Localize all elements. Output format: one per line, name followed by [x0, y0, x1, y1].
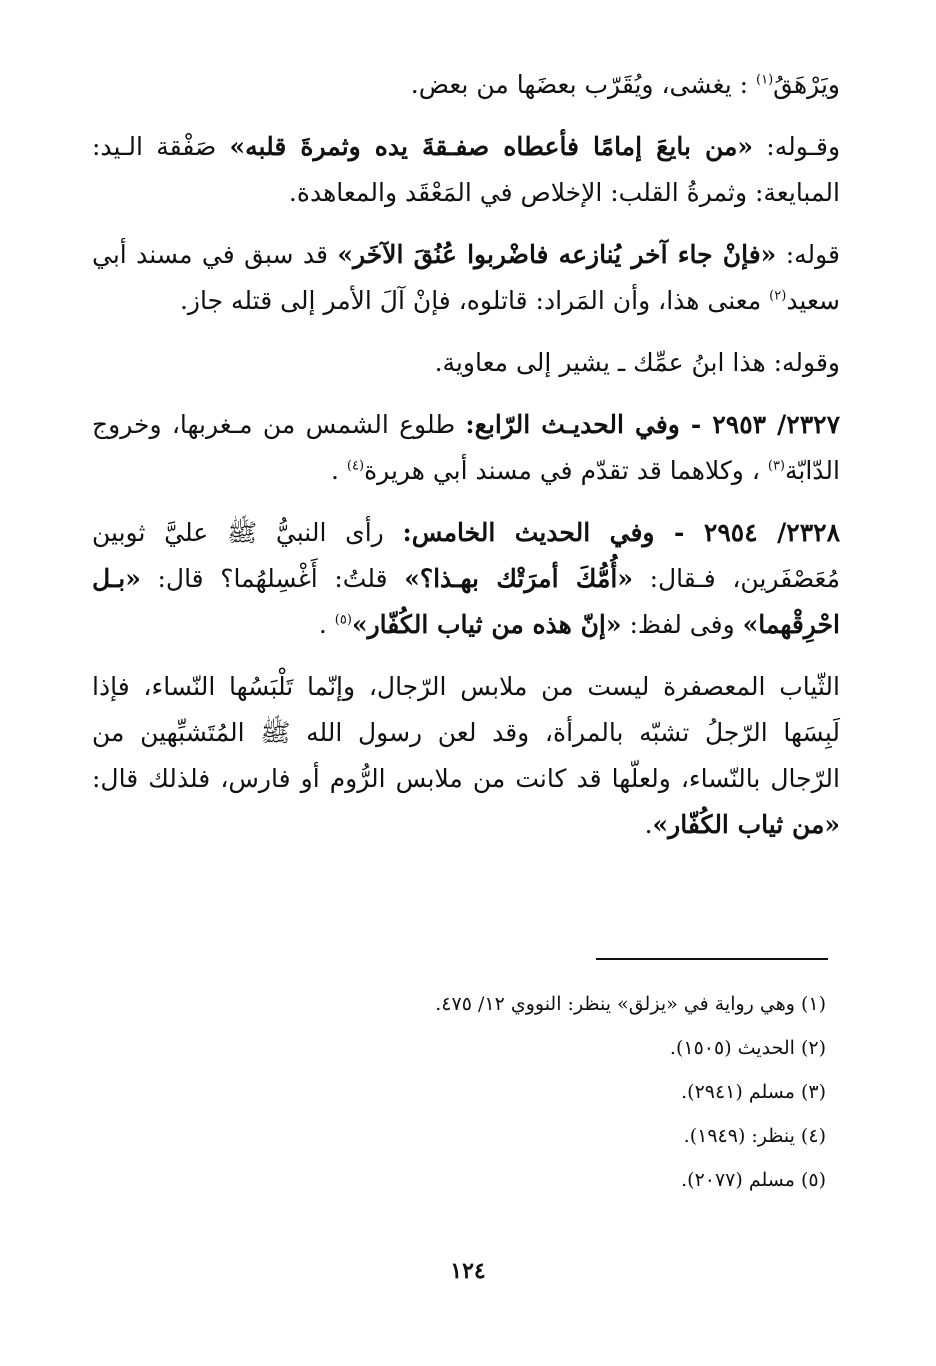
hadith-quote: «بـل احْرِقْهما»: [92, 564, 840, 639]
hadith-heading: ٢٣٢٨/ ٢٩٥٤ - وفي الحديث الخامس:: [402, 518, 840, 547]
text-run: رأى النبيُّ ﷺ عليَّ ثوبين مُعَصْفَرين، فـقال:: [92, 518, 840, 593]
footnote-1: (١) وهي رواية في «يزلق» ينظر: النووي ١٢/ ٤٧٥.: [435, 993, 826, 1015]
text-run: معنى هذا، وأن المَراد: قاتلوه، فإنْ آلَ الأمر إلى قتله جاز.: [179, 286, 770, 315]
hadith-heading: ٢٣٢٧/ ٢٩٥٣ - وفي الحديـث الرّابع:: [465, 410, 840, 439]
paragraph-2: [92, 124, 840, 216]
text-run: قوله:: [776, 240, 841, 269]
hadith-quote: «إنّ هذه من ثياب الكُفّار»: [351, 610, 622, 639]
footnote-ref-4[interactable]: (٤): [346, 458, 365, 474]
footnote-ref-2[interactable]: (٢): [769, 288, 787, 304]
text-run: وقـوله:: [753, 132, 841, 161]
footnote-5: (٥) مسلم (٢٠٧٧).: [681, 1169, 826, 1191]
text-run: قد سبق في مسند أبي سعيد: [92, 240, 840, 315]
hadith-quote: «أُمُّكَ أمرَتْك بهـذا؟»: [404, 564, 633, 593]
page-number: ١٢٤: [450, 1258, 486, 1284]
hadith-quote: «فإنْ جاء آخر يُنازعه فاضْربوا عُنُقَ الآخَر»: [337, 240, 777, 269]
text-run: وقوله: هذا ابنُ عمِّك ـ يشير إلى معاوية.: [434, 348, 840, 377]
text-run: .: [644, 810, 653, 839]
text-run: صَفْقة الـيد: المبايعة: وثمرةُ القلب: الإخلاص في المَعْقَد والمعاهدة.: [92, 132, 840, 207]
main-text: [92, 62, 840, 864]
text-run: طلوع الشمس من مـغربها، وخروج الدّابّة: [92, 410, 840, 485]
paragraph-1: [92, 62, 840, 108]
text-run: الثّياب المعصفرة ليست من ملابس الرّجال، وإنّما تَلْبَسُها النّساء، فإذا لَبِسَها الرّجلُ تشبّه بالمرأة، وقد لعن رسول الله ﷺ المُتَشبِّهين من الرّجال بالنّساء، ولعلّها قد كانت من ملابس الرُّوم أو فارس، فلذلك قال:: [92, 672, 840, 793]
text-run: .: [318, 610, 335, 639]
text-run: .: [331, 456, 347, 485]
footnote-ref-5[interactable]: (٥): [334, 612, 352, 628]
footnotes: [92, 982, 826, 1202]
footnote-ref-3[interactable]: (٣): [767, 458, 785, 474]
text-run: قلتُ: أَغْسِلهُما؟ قال:: [140, 564, 405, 593]
text-run: وفى لفظ:: [621, 610, 743, 639]
paragraph-5: [92, 402, 840, 494]
hadith-quote: «من ثياب الكُفّار»: [652, 810, 840, 839]
footnote-2: (٢) الحديث (١٥٠٥).: [669, 1037, 826, 1059]
footnote-divider: [596, 958, 828, 960]
paragraph-7: [92, 664, 840, 848]
hadith-quote: «من بايعَ إمامًا فأعطاه صفـقةَ يده وثمرةَ قلبه»: [229, 132, 754, 161]
paragraph-4: [92, 340, 840, 386]
text-run: ، وكلاهما قد تقدّم في مسند أبي هريرة: [364, 456, 768, 485]
footnote-4: (٤) ينظر: (١٩٤٩).: [683, 1125, 826, 1147]
text-run: : يغشى، ويُقَرّب بعضَها من بعض.: [410, 70, 756, 99]
text-run: ويَرْهَقُ: [773, 70, 840, 99]
footnote-3: (٣) مسلم (٢٩٤١).: [681, 1081, 826, 1103]
footnote-ref-1[interactable]: (١): [756, 72, 774, 88]
paragraph-3: [92, 232, 840, 324]
paragraph-6: [92, 510, 840, 648]
